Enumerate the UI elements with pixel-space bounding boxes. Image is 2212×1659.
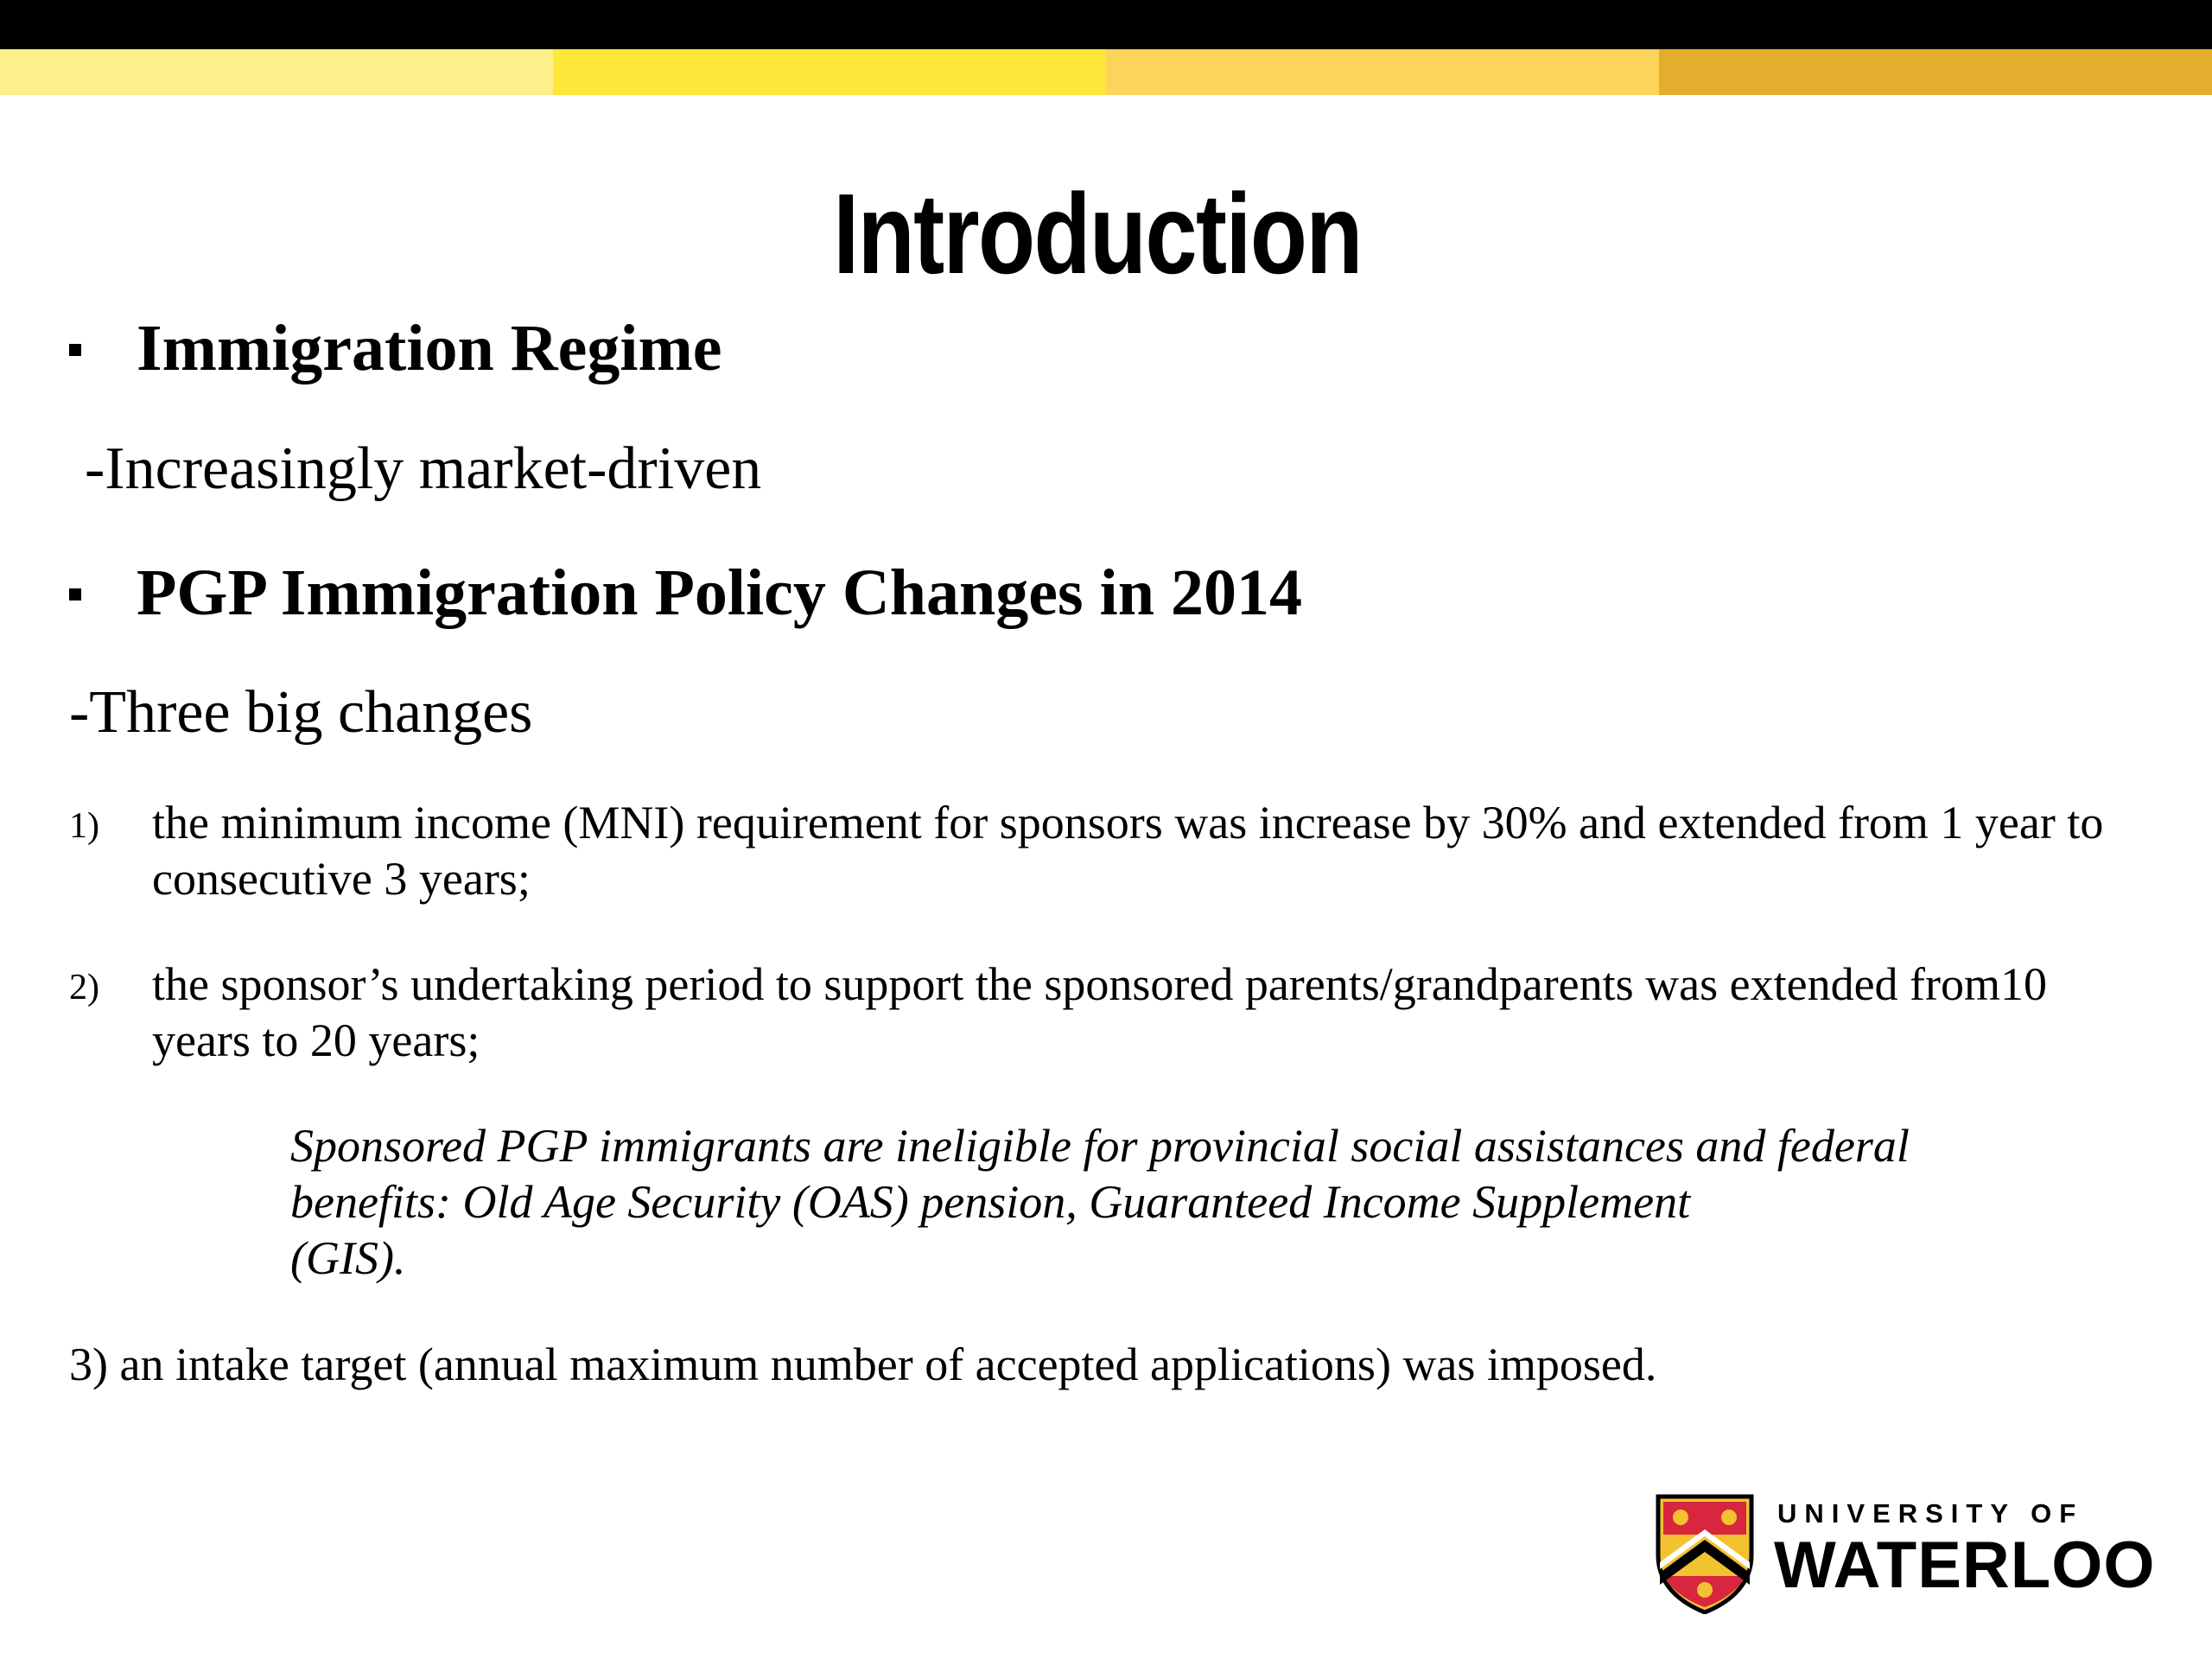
note-line: (GIS). (290, 1232, 406, 1284)
logo-text-waterloo: WATERLOO (1774, 1529, 2156, 1602)
bullet-pgp-policy-changes (69, 556, 1302, 631)
slide-title: Introduction (833, 170, 1362, 297)
change-item-3: 3) an intake target (annual maximum number of accepted applications) was imposed. (69, 1338, 1657, 1390)
sub-point-market-driven: -Increasingly market-driven (85, 435, 762, 502)
change-number: 2) (69, 968, 99, 1007)
top-bar (0, 0, 2212, 49)
logo-text-university-of: UNIVERSITY OF (1777, 1498, 2084, 1529)
note-line: benefits: Old Age Security (OAS) pension, Guaranteed Income Supplement (290, 1176, 1691, 1228)
bullet-immigration-regime (69, 311, 722, 386)
square-bullet-icon (69, 588, 81, 601)
change-item-2 (69, 957, 2143, 1069)
university-logo (1655, 1493, 2156, 1623)
ineligibility-note (290, 1118, 2148, 1287)
stripe-2 (553, 49, 1106, 95)
note-line: Sponsored PGP immigrants are ineligible for provincial social assistances and federal (290, 1120, 1910, 1172)
change-number: 1) (69, 806, 99, 846)
change-text: the minimum income (MNI) requirement for sponsors was increase by 30% and extended from 1 year to consecutive 3 years; (152, 797, 2104, 905)
stripe-1 (0, 49, 553, 95)
stripe-4 (1659, 49, 2212, 95)
sub-point-three-changes: -Three big changes (69, 679, 533, 746)
change-text: the sponsor’s undertaking period to support the sponsored parents/grandparents was extended from10 years to 20 years; (152, 958, 2048, 1066)
waterloo-shield-icon (1655, 1493, 1755, 1614)
change-item-1 (69, 795, 2143, 907)
square-bullet-icon (69, 344, 81, 356)
bullet-heading: PGP Immigration Policy Changes in 2014 (137, 556, 1302, 629)
stripe-3 (1106, 49, 1659, 95)
bullet-heading: Immigration Regime (137, 312, 722, 385)
